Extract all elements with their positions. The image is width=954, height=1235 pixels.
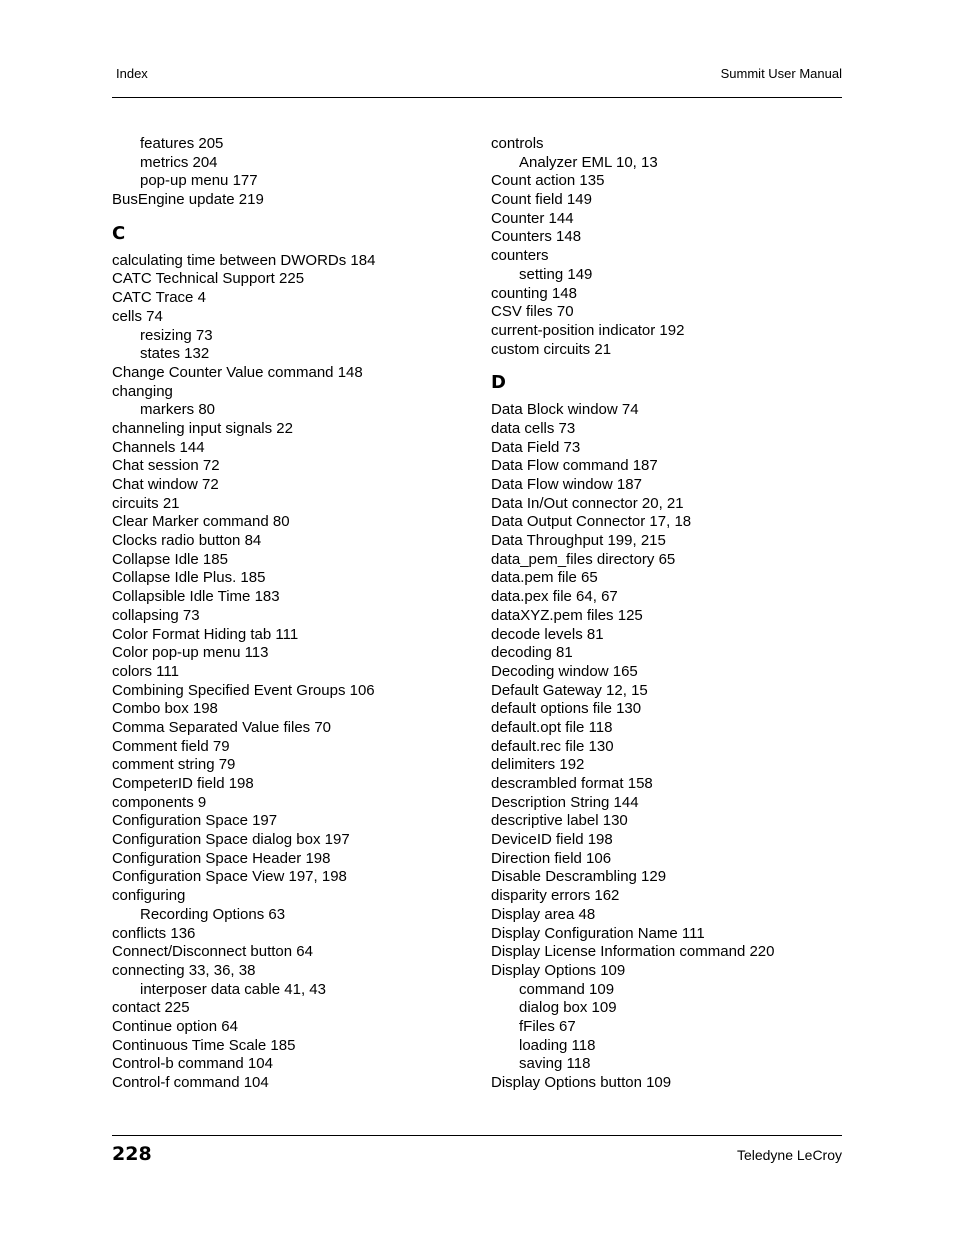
index-subentry: metrics 204 [140, 153, 218, 171]
index-subentry: saving 118 [519, 1055, 591, 1073]
index-entry: descrambled format 158 [491, 775, 653, 792]
index-entry: default.opt file 118 [491, 718, 613, 736]
index-entry: Comment field 79 [112, 737, 230, 755]
index-entry: Data Throughput 199, 215 [491, 532, 666, 550]
section-letter-heading: C [112, 222, 126, 244]
index-subentry: states 132 [140, 345, 210, 363]
index-entry: CATC Trace 4 [112, 289, 206, 307]
index-entry: decode levels 81 [491, 625, 604, 643]
index-entry: custom circuits 21 [491, 340, 612, 358]
header-rule [112, 97, 842, 98]
footer-rule [112, 1135, 842, 1136]
index-entry: counting 148 [491, 284, 577, 302]
index-entry: Default Gateway 12, 15 [491, 681, 648, 699]
index-entry: CompeterID field 198 [112, 775, 254, 792]
index-entry: Clear Marker command 80 [112, 513, 290, 531]
index-entry: counters [491, 247, 549, 265]
index-entry: decoding 81 [491, 644, 573, 662]
index-entry: disparity errors 162 [491, 887, 620, 905]
index-entry: changing [112, 382, 173, 400]
index-entry: CSV files 70 [491, 303, 574, 321]
index-column-right [491, 135, 851, 1093]
index-entry: Disable Descrambling 129 [491, 868, 667, 886]
index-entry: default options file 130 [491, 700, 642, 718]
index-entry: data.pex file 64, 67 [491, 588, 618, 606]
index-entry: Configuration Space dialog box 197 [112, 831, 350, 849]
index-subentry: Analyzer EML 10, 13 [519, 153, 658, 171]
index-entry: Data Output Connector 17, 18 [491, 513, 692, 531]
index-entry: Continuous Time Scale 185 [112, 1036, 296, 1054]
index-entry: Configuration Space View 197, 198 [112, 868, 347, 886]
index-subentry: dialog box 109 [519, 999, 617, 1017]
index-entry: dataXYZ.pem files 125 [491, 606, 643, 624]
index-entry: colors 111 [112, 662, 179, 680]
index-entry: channeling input signals 22 [112, 419, 293, 437]
index-entry: Data Flow window 187 [491, 476, 642, 493]
index-entry: Count action 135 [491, 172, 605, 190]
index-entry: Comma Separated Value files 70 [112, 718, 332, 736]
index-entry: Collapse Idle 185 [112, 550, 228, 568]
index-subentry: Recording Options 63 [140, 905, 286, 923]
index-entry: Decoding window 165 [491, 662, 638, 680]
running-header-title: Summit User Manual [720, 66, 842, 81]
index-entry: data_pem_files directory 65 [491, 550, 676, 568]
index-entry: Data In/Out connector 20, 21 [491, 494, 684, 512]
index-entry: Collapsible Idle Time 183 [112, 588, 280, 606]
index-column-left [112, 135, 472, 1093]
index-entry: Channels 144 [112, 438, 205, 456]
index-entry: CATC Technical Support 225 [112, 270, 305, 288]
index-subentry: features 205 [140, 135, 224, 152]
index-entry: Data Field 73 [491, 438, 581, 456]
index-subentry: fFiles 67 [519, 1017, 576, 1035]
index-entry: data cells 73 [491, 419, 576, 437]
index-entry: circuits 21 [112, 494, 180, 512]
index-subentry: resizing 73 [140, 326, 213, 344]
index-subentry: markers 80 [140, 401, 216, 419]
index-subentry: pop-up menu 177 [140, 172, 258, 190]
index-entry: Direction field 106 [491, 849, 612, 867]
index-entry: Combo box 198 [112, 700, 218, 718]
index-entry: Data Flow command 187 [491, 457, 658, 475]
index-entry: default.rec file 130 [491, 737, 614, 755]
index-subentry: loading 118 [519, 1036, 596, 1054]
index-entry: data.pem file 65 [491, 569, 598, 587]
page-number: 228 [112, 1143, 152, 1165]
index-entry: Display Options 109 [491, 961, 626, 979]
section-letter-heading: D [491, 372, 506, 394]
index-entry: calculating time between DWORDs 184 [112, 251, 376, 269]
index-entry: Clocks radio button 84 [112, 532, 262, 550]
index-entry: current-position indicator 192 [491, 321, 685, 339]
index-entry: Change Counter Value command 148 [112, 363, 363, 381]
index-entry: Display area 48 [491, 905, 596, 923]
index-entry: delimiters 192 [491, 756, 585, 774]
index-entry: collapsing 73 [112, 606, 200, 624]
index-entry: conflicts 136 [112, 924, 196, 942]
index-entry: Chat session 72 [112, 457, 220, 475]
running-header-section: Index [116, 66, 148, 81]
index-entry: Chat window 72 [112, 476, 219, 493]
index-entry: Collapse Idle Plus. 185 [112, 569, 266, 587]
index-entry: Display Options button 109 [491, 1074, 672, 1091]
index-entry: Control-b command 104 [112, 1055, 273, 1073]
index-entry: Count field 149 [491, 191, 592, 209]
index-entry: Display Configuration Name 111 [491, 924, 705, 942]
index-entry: controls [491, 135, 544, 152]
index-entry: Display License Information command 220 [491, 943, 775, 961]
index-entry: connecting 33, 36, 38 [112, 961, 256, 979]
footer-publisher: Teledyne LeCroy [736, 1147, 842, 1163]
index-entry: components 9 [112, 793, 207, 811]
index-entry: Configuration Space Header 198 [112, 849, 331, 867]
index-entry: Continue option 64 [112, 1017, 238, 1035]
index-entry: cells 74 [112, 307, 163, 325]
index-entry: Configuration Space 197 [112, 812, 278, 830]
index-subentry: command 109 [519, 980, 615, 998]
index-entry: DeviceID field 198 [491, 831, 613, 849]
index-entry: Color pop-up menu 113 [112, 644, 269, 662]
index-subentry: setting 149 [519, 265, 593, 283]
index-entry: contact 225 [112, 999, 190, 1017]
index-entry: Description String 144 [491, 793, 639, 811]
index-entry: Counters 148 [491, 228, 582, 246]
index-entry: Data Block window 74 [491, 401, 639, 419]
index-entry: descriptive label 130 [491, 812, 628, 830]
index-entry: comment string 79 [112, 756, 236, 774]
index-entry: configuring [112, 887, 186, 905]
index-entry: BusEngine update 219 [112, 191, 264, 209]
index-entry: Connect/Disconnect button 64 [112, 943, 313, 961]
index-entry: Counter 144 [491, 209, 574, 227]
index-entry: Combining Specified Event Groups 106 [112, 681, 375, 699]
index-entry: Color Format Hiding tab 111 [112, 625, 299, 643]
index-entry: Control-f command 104 [112, 1074, 269, 1091]
index-subentry: interposer data cable 41, 43 [140, 980, 326, 998]
